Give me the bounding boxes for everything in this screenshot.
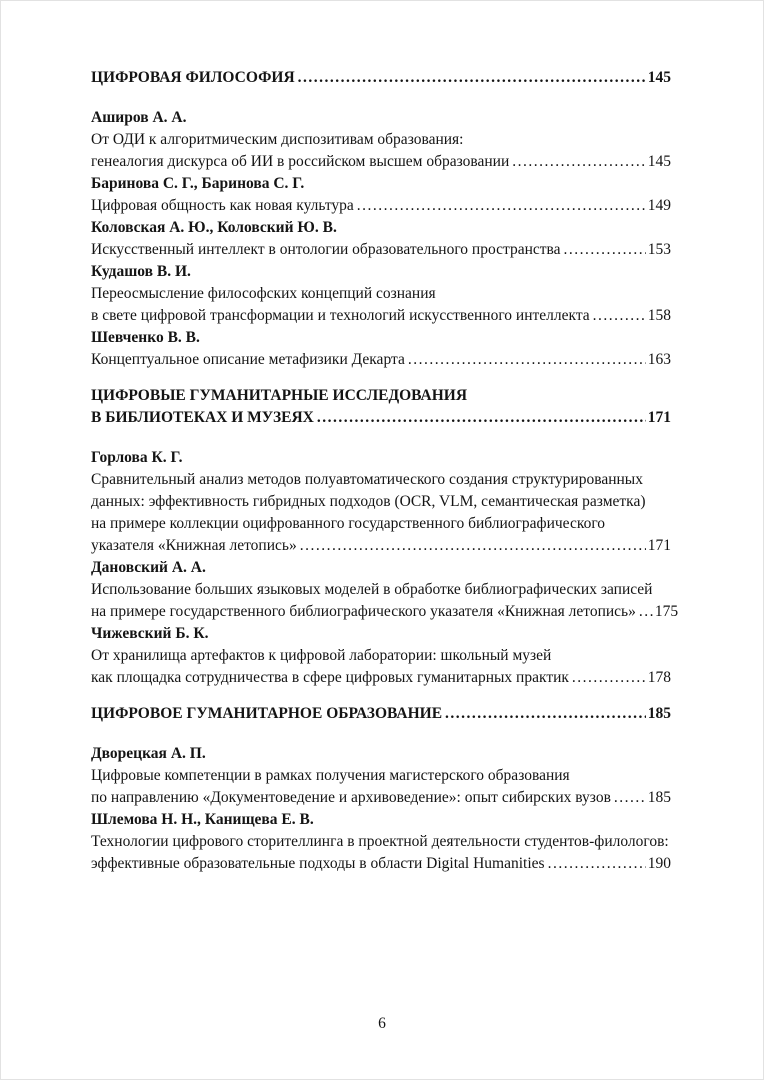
entry-title-line-text: эффективные образовательные подходы в области Digital Humanities: [91, 855, 545, 872]
page-ref: 153: [647, 241, 671, 258]
page-ref: 171: [647, 537, 671, 554]
toc-entry: [91, 327, 671, 371]
entry-title-line: [91, 349, 671, 371]
toc-entry: [91, 743, 671, 809]
dot-leader: [548, 853, 646, 875]
entry-title-line: [91, 853, 671, 875]
entry-title-line: [91, 305, 671, 327]
entry-title-line: [91, 667, 671, 689]
entry-authors: Аширов А. А.: [91, 109, 187, 126]
footer-page-number: 6: [378, 1015, 386, 1032]
entry-title-line-text: по направлению «Документоведение и архивоведение»: опыт сибирских вузов: [91, 789, 611, 806]
entry-title-line: Использование больших языковых моделей в обработке библиографических записей: [91, 581, 653, 598]
section-heading-line: ЦИФРОВЫЕ ГУМАНИТАРНЫЕ ИССЛЕДОВАНИЯ: [91, 387, 468, 404]
dot-leader: [564, 239, 646, 261]
page-ref: 178: [647, 669, 671, 686]
page-ref: 145: [647, 153, 671, 170]
entry-title-line: [91, 601, 679, 623]
dot-leader: [572, 667, 646, 689]
entry-title-line: [91, 195, 671, 217]
page-ref: 175: [654, 603, 679, 620]
page-ref: 145: [647, 69, 671, 86]
dot-leader: [408, 349, 646, 371]
entry-authors: Кудашов В. И.: [91, 263, 191, 280]
entry-authors: Шевченко В. В.: [91, 329, 200, 346]
page-ref: 185: [647, 705, 671, 722]
dot-leader: [357, 195, 646, 217]
dot-leader: [614, 787, 646, 809]
page-ref: 158: [647, 307, 671, 324]
entry-authors: Шлемова Н. Н., Канищева Е. В.: [91, 811, 314, 828]
section-heading-line: [91, 67, 671, 89]
section-heading: [91, 385, 671, 429]
entry-title-line: [91, 151, 671, 173]
entry-title-line: данных: эффективность гибридных подходов (OCR, VLM, семантическая разметка): [91, 493, 646, 510]
entry-authors: Горлова К. Г.: [91, 449, 183, 466]
dot-leader: [593, 305, 646, 327]
entry-title-line-text: Концептуальное описание метафизики Декарта: [91, 351, 405, 368]
entry-title-line-text: как площадка сотрудничества в сфере цифровых гуманитарных практик: [91, 669, 569, 686]
dot-leader: [298, 67, 646, 89]
entry-title-line-text: генеалогия дискурса об ИИ в российском высшем образовании: [91, 153, 510, 170]
page-ref: 149: [647, 197, 671, 214]
dot-leader: [317, 407, 646, 429]
entry-title-line: [91, 239, 671, 261]
toc: [91, 67, 679, 875]
toc-section: [91, 385, 679, 689]
entry-title-line-text: на примере государственного библиографического указателя «Книжная летопись»: [91, 603, 636, 620]
entry-title-line: [91, 787, 671, 809]
entry-authors: Дворецкая А. П.: [91, 745, 206, 762]
entry-title-line: [91, 535, 671, 557]
dot-leader: [300, 535, 646, 557]
dot-leader: [512, 151, 645, 173]
toc-section: [91, 67, 671, 371]
section-heading: [91, 67, 671, 89]
entry-title-line: От ОДИ к алгоритмическим диспозитивам образования:: [91, 131, 464, 148]
toc-entry: [91, 107, 671, 173]
dot-leader: [445, 703, 646, 725]
toc-entry: [91, 557, 679, 623]
page-ref: 171: [647, 409, 671, 426]
toc-entry: [91, 809, 671, 875]
entry-title-line: Технологии цифрового сторителлинга в проектной деятельности студентов-филологов:: [91, 833, 669, 850]
section-heading-line-text: ЦИФРОВАЯ ФИЛОСОФИЯ: [91, 69, 295, 86]
entry-title-line-text: Цифровая общность как новая культура: [91, 197, 354, 214]
entry-title-line: Цифровые компетенции в рамках получения магистерского образования: [91, 767, 570, 784]
entry-title-line: на примере коллекции оцифрованного государственного библиографического: [91, 515, 606, 532]
entry-title-line-text: указателя «Книжная летопись»: [91, 537, 297, 554]
entry-title-line-text: в свете цифровой трансформации и технологий искусственного интеллекта: [91, 307, 590, 324]
section-heading-line-text: В БИБЛИОТЕКАХ И МУЗЕЯХ: [91, 409, 314, 426]
entry-authors: Баринова С. Г., Баринова С. Г.: [91, 175, 305, 192]
entry-title-line: Сравнительный анализ методов полуавтоматического создания структурированных: [91, 471, 643, 488]
section-heading-line: [91, 407, 671, 429]
entry-authors: Чижевский Б. К.: [91, 625, 209, 642]
toc-section: [91, 703, 671, 875]
toc-entry: [91, 447, 671, 557]
section-heading-line-text: ЦИФРОВОЕ ГУМАНИТАРНОЕ ОБРАЗОВАНИЕ: [91, 705, 443, 722]
toc-entry: [91, 173, 671, 217]
entry-authors: Коловская А. Ю., Коловский Ю. В.: [91, 219, 337, 236]
dot-leader: [639, 601, 653, 623]
entry-authors: Дановский А. А.: [91, 559, 206, 576]
page-ref: 163: [647, 351, 671, 368]
entry-title-line: От хранилища артефактов к цифровой лаборатории: школьный музей: [91, 647, 552, 664]
page-ref: 185: [647, 789, 671, 806]
section-heading-line: [91, 703, 671, 725]
toc-entry: [91, 623, 671, 689]
entry-title-line-text: Искусственный интеллект в онтологии образовательного пространства: [91, 241, 561, 258]
toc-entry: [91, 261, 671, 327]
page-ref: 190: [647, 855, 671, 872]
section-heading: [91, 703, 671, 725]
toc-entry: [91, 217, 671, 261]
entry-title-line: Переосмысление философских концепций сознания: [91, 285, 436, 302]
